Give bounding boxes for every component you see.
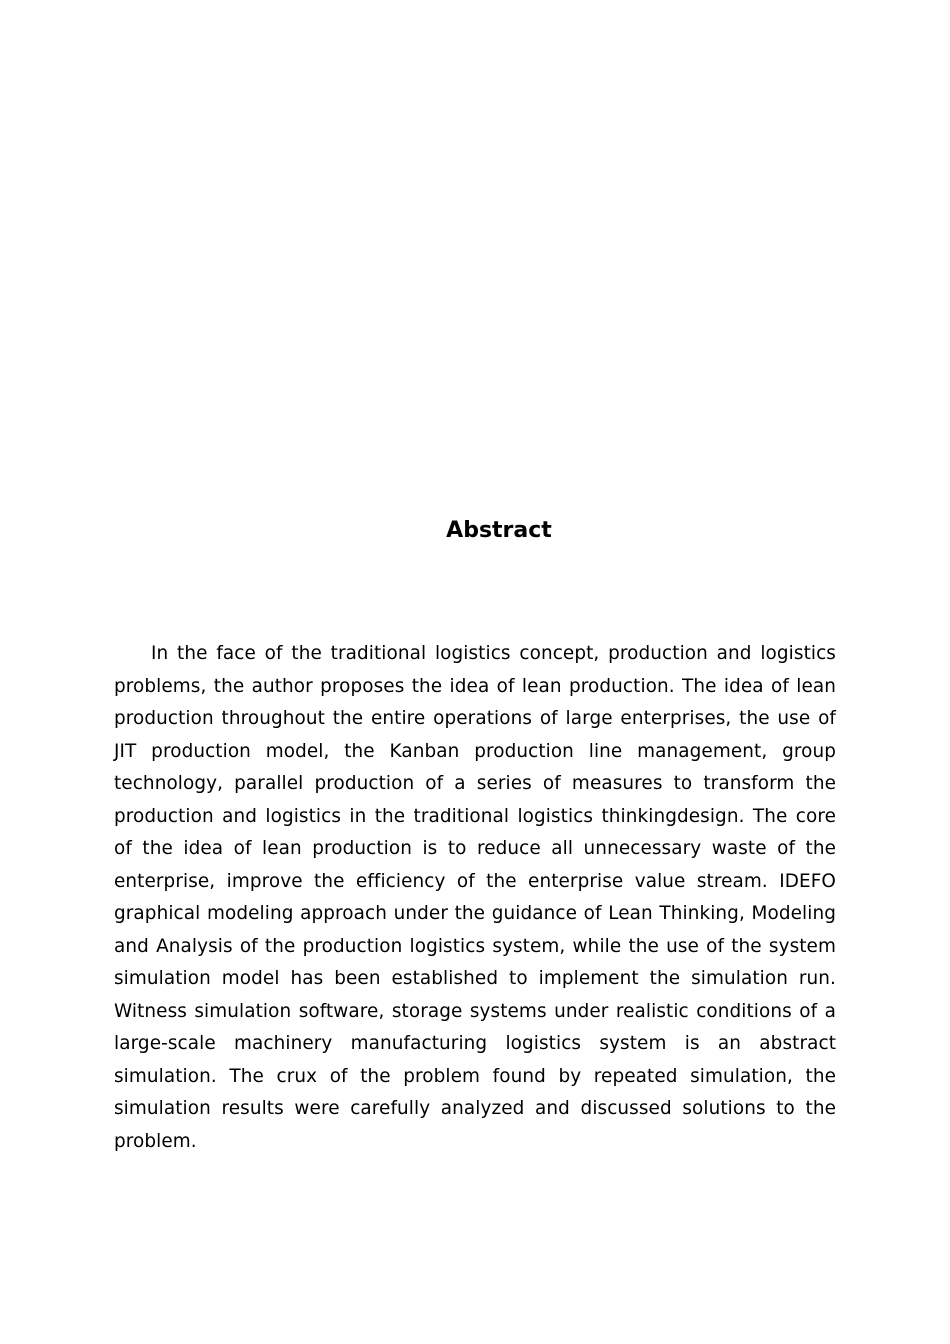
abstract-title: Abstract <box>446 518 552 543</box>
abstract-body-paragraph: In the face of the traditional logistics concept, production and logistics problems, the author proposes the idea of lean production. The idea of lean production throughout the entire operations of large enterprises, the use of JIT production model, the Kanban production line management, group technology, parallel production of a series of measures to transform the production and logistics in the traditional logistics thinkingdesign. The core of the idea of lean production is to reduce all unnecessary waste of the enterprise, improve the efficiency of the enterprise value stream. IDEFO graphical modeling approach under the guidance of Lean Thinking, Modeling and Analysis of the production logistics system, while the use of the system simulation model has been established to implement the simulation run. Witness simulation software, storage systems under realistic conditions of a large-scale machinery manufacturing logistics system is an abstract simulation. The crux of the problem found by repeated simulation, the simulation results were carefully analyzed and discussed solutions to the problem. <box>114 643 836 1152</box>
